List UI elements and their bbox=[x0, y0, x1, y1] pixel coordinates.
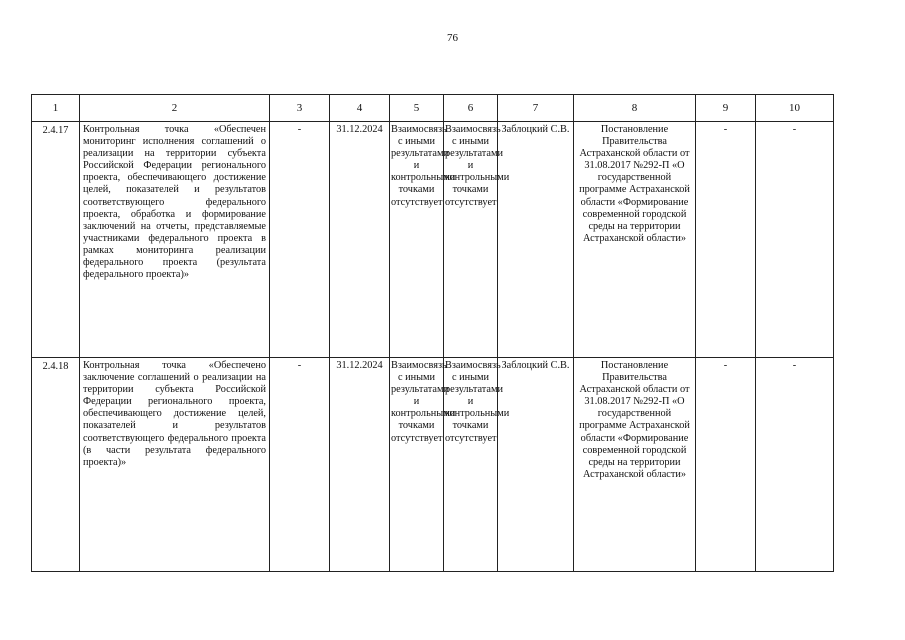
control-points-table bbox=[31, 94, 834, 572]
cell-col3: - bbox=[270, 122, 330, 358]
cell-col3: - bbox=[270, 358, 330, 572]
cell-col10: - bbox=[756, 358, 834, 572]
deadline-date: 31.12.2024 bbox=[330, 358, 390, 572]
row-number: 2.4.17 bbox=[32, 122, 80, 358]
legal-document: Постановление Правительства Астраханской области от 31.08.2017 №292-П «О государственной программе Астраханской области «Формирование современной городской среды на территории Астраханской области» bbox=[574, 122, 696, 358]
relation-cell: Взаимосвязь с иными результатами и контрольными точками отсутствует bbox=[390, 122, 444, 358]
legal-document: Постановление Правительства Астраханской области от 31.08.2017 №292-П «О государственной программе Астраханской области «Формирование современной городской среды на территории Астраханской области» bbox=[574, 358, 696, 572]
relation-cell: Взаимосвязь с иными результатами и контрольными точками отсутствует bbox=[444, 358, 498, 572]
header-cell: 7 bbox=[498, 95, 574, 122]
header-cell: 1 bbox=[32, 95, 80, 122]
header-cell: 4 bbox=[330, 95, 390, 122]
table-row bbox=[32, 122, 834, 358]
table-row bbox=[32, 358, 834, 572]
responsible-person: Заблоцкий С.В. bbox=[498, 358, 574, 572]
responsible-person: Заблоцкий С.В. bbox=[498, 122, 574, 358]
relation-cell: Взаимосвязь с иными результатами и контрольными точками отсутствует bbox=[444, 122, 498, 358]
relation-cell: Взаимосвязь с иными результатами и контрольными точками отсутствует bbox=[390, 358, 444, 572]
header-cell: 10 bbox=[756, 95, 834, 122]
cell-col9: - bbox=[696, 122, 756, 358]
page-number: 76 bbox=[447, 32, 458, 44]
deadline-date: 31.12.2024 bbox=[330, 122, 390, 358]
cell-col9: - bbox=[696, 358, 756, 572]
control-point-description: Контрольная точка «Обеспечен мониторинг исполнения соглашений о реализации на территории субъекта Российской Федерации регионального проекта, обеспечивающего достижение целей, показателей и результатов соответствующего федерального проекта, обработка и формирование заключений на отчеты, представляемые участниками федерального проекта в рамках мониторинга реализации федерального проекта (результата федерального проекта)» bbox=[80, 122, 270, 358]
header-cell: 9 bbox=[696, 95, 756, 122]
control-point-description: Контрольная точка «Обеспечено заключение соглашений о реализации на территории субъекта Российской Федерации регионального проекта, обеспечивающего достижение целей, показателей и результатов соответствующего федерального проекта (в части результата федерального проекта)» bbox=[80, 358, 270, 572]
header-cell: 8 bbox=[574, 95, 696, 122]
cell-col10: - bbox=[756, 122, 834, 358]
header-cell: 5 bbox=[390, 95, 444, 122]
table-header-row bbox=[32, 95, 834, 122]
header-cell: 6 bbox=[444, 95, 498, 122]
header-cell: 3 bbox=[270, 95, 330, 122]
header-cell: 2 bbox=[80, 95, 270, 122]
row-number: 2.4.18 bbox=[32, 358, 80, 572]
